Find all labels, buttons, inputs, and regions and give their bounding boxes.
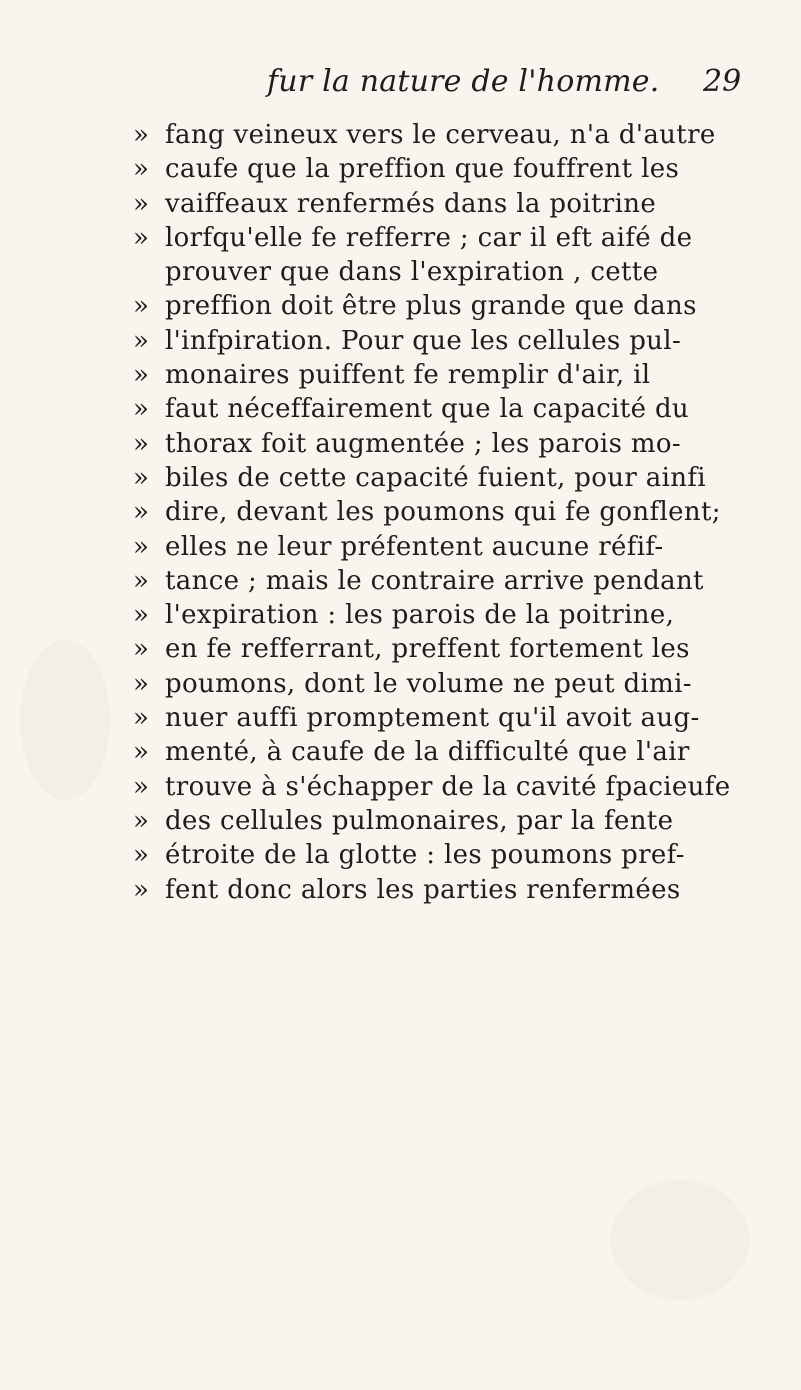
line-text: prouver que dans l'expiration , cette bbox=[165, 257, 659, 288]
page-header bbox=[0, 62, 801, 108]
line-text: des cellules pulmonaires, par la fente bbox=[165, 805, 674, 836]
line-text: lorfqu'elle fe refferre ; car il eft aifé de bbox=[165, 222, 693, 253]
line-text: tance ; mais le contraire arrive pendant bbox=[165, 565, 704, 596]
quotation-mark: » bbox=[133, 394, 150, 425]
quotation-mark: » bbox=[133, 154, 150, 185]
line-text: biles de cette capacité fuient, pour ainfi bbox=[165, 462, 706, 493]
line-text: trouve à s'échapper de la cavité fpacieufe bbox=[165, 771, 731, 802]
text-line bbox=[0, 564, 801, 598]
quotation-mark: » bbox=[133, 428, 150, 459]
text-line bbox=[0, 324, 801, 358]
line-text: fent donc alors les parties renfermées bbox=[165, 874, 681, 905]
text-line bbox=[0, 392, 801, 426]
line-text: poumons, dont le volume ne peut dimi- bbox=[165, 668, 692, 699]
line-text: en fe refferrant, preffent fortement les bbox=[165, 634, 690, 665]
text-line bbox=[0, 358, 801, 392]
line-text: vaiffeaux renfermés dans la poitrine bbox=[165, 188, 657, 219]
quotation-mark: » bbox=[133, 222, 150, 253]
text-line bbox=[0, 118, 801, 152]
quotation-mark: » bbox=[133, 360, 150, 391]
text-line bbox=[0, 667, 801, 701]
text-line bbox=[0, 255, 801, 289]
line-text: monaires puiffent fe remplir d'air, il bbox=[165, 360, 651, 391]
text-line bbox=[0, 152, 801, 186]
line-text: fang veineux vers le cerveau, n'a d'autre bbox=[165, 120, 716, 150]
paper-stain bbox=[610, 1180, 750, 1300]
text-line bbox=[0, 873, 801, 907]
text-line bbox=[0, 187, 801, 221]
text-line bbox=[0, 530, 801, 564]
quotation-mark: » bbox=[133, 291, 150, 322]
line-text: elles ne leur préfentent aucune réfif- bbox=[165, 531, 664, 562]
running-title: fur la nature de l'homme. bbox=[267, 64, 660, 99]
line-text: étroite de la glotte : les poumons pref- bbox=[165, 840, 685, 871]
text-line bbox=[0, 838, 801, 872]
quotation-mark: » bbox=[133, 188, 150, 219]
quotation-mark: » bbox=[133, 840, 150, 871]
text-line bbox=[0, 632, 801, 666]
text-line bbox=[0, 461, 801, 495]
text-line bbox=[0, 701, 801, 735]
text-line bbox=[0, 221, 801, 255]
line-text: dire, devant les poumons qui fe gonflent; bbox=[165, 497, 721, 528]
line-text: l'infpiration. Pour que les cellules pul- bbox=[165, 325, 682, 356]
quotation-mark: » bbox=[133, 531, 150, 562]
text-line bbox=[0, 427, 801, 461]
quotation-mark: » bbox=[133, 737, 150, 768]
text-line bbox=[0, 770, 801, 804]
quotation-mark: » bbox=[133, 600, 150, 631]
quotation-mark: » bbox=[133, 120, 150, 150]
text-line bbox=[0, 495, 801, 529]
line-text: thorax foit augmentée ; les parois mo- bbox=[165, 428, 682, 459]
text-line bbox=[0, 804, 801, 838]
quotation-mark: » bbox=[133, 703, 150, 734]
quotation-mark: » bbox=[133, 874, 150, 905]
quotation-mark: » bbox=[133, 497, 150, 528]
quotation-mark: » bbox=[133, 565, 150, 596]
text-line bbox=[0, 735, 801, 769]
line-text: nuer auffi promptement qu'il avoit aug- bbox=[165, 703, 700, 734]
quotation-mark: » bbox=[133, 668, 150, 699]
quotation-mark: » bbox=[133, 771, 150, 802]
line-text: menté, à caufe de la difficulté que l'air bbox=[165, 737, 690, 768]
line-text: preffion doit être plus grande que dans bbox=[165, 291, 697, 322]
quotation-mark: » bbox=[133, 462, 150, 493]
quotation-mark: » bbox=[133, 634, 150, 665]
line-text: faut néceffairement que la capacité du bbox=[165, 394, 690, 425]
page-number: 29 bbox=[703, 64, 742, 99]
text-line bbox=[0, 598, 801, 632]
text-line bbox=[0, 289, 801, 323]
line-text: l'expiration : les parois de la poitrine, bbox=[165, 600, 675, 631]
quotation-mark: » bbox=[133, 325, 150, 356]
quotation-mark: » bbox=[133, 805, 150, 836]
line-text: caufe que la preffion que fouffrent les bbox=[165, 154, 680, 185]
body-text bbox=[0, 118, 801, 907]
